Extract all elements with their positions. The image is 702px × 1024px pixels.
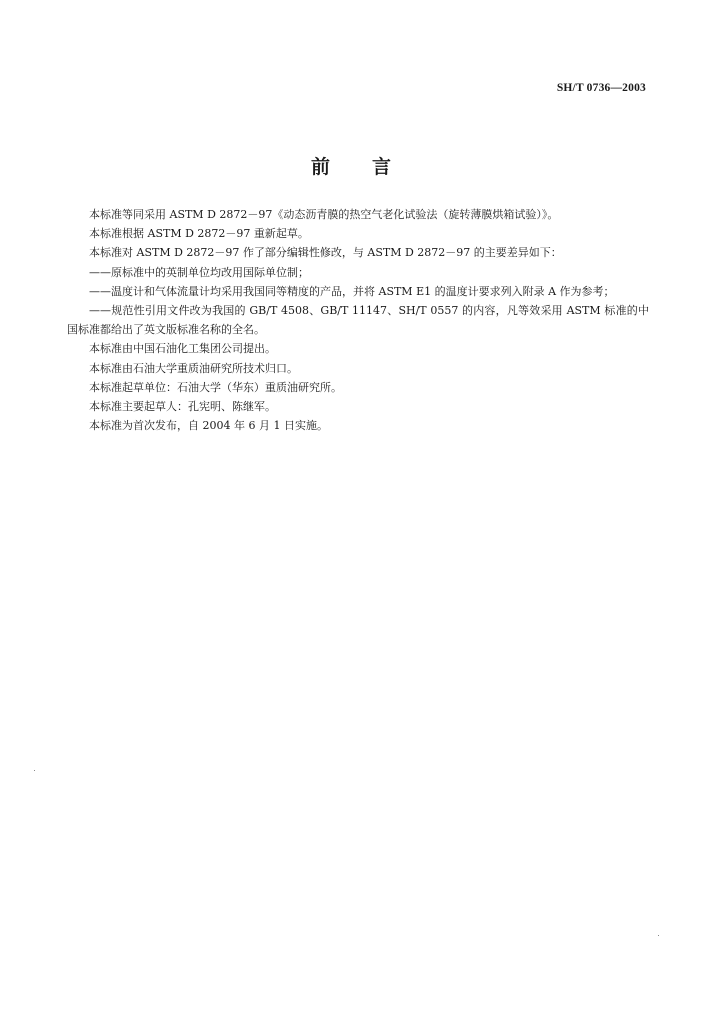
paragraph-modifications: 本标准对 ASTM D 2872－97 作了部分编辑性修改，与 ASTM D 2872－97 的主要差异如下： — [89, 246, 562, 260]
paragraph-publication: 本标准为首次发布，自 2004 年 6 月 1 日实施。 — [89, 419, 328, 433]
paragraph-drafters: 本标准主要起草人：孔宪明、陈继军。 — [89, 400, 276, 414]
list-item: ——规范性引用文件改为我国的 GB/T 4508、GB/T 11147、SH/T 0557 的内容，凡等效采用 ASTM 标准的中国标准都给出了英文版标准名称的全名。 — [67, 304, 649, 337]
page-title: 前言 — [310, 156, 433, 178]
foreword-body — [67, 205, 649, 435]
scan-speck — [34, 770, 35, 771]
paragraph-adoption: 本标准等同采用 ASTM D 2872－97《动态沥青膜的热空气老化试验法（旋转薄膜烘箱试验）》。 — [89, 208, 559, 221]
scan-speck — [658, 935, 659, 936]
list-item: ——原标准中的英制单位均改用国际单位制； — [89, 265, 309, 279]
paragraph-proposer: 本标准由中国石油化工集团公司提出。 — [89, 342, 276, 356]
list-item: ——温度计和气体流量计均采用我国同等精度的产品，并将 ASTM E1 的温度计要求列入附录 A 作为参考； — [89, 284, 615, 298]
paragraph-drafting-unit: 本标准起草单位：石油大学（华东）重质油研究所。 — [89, 380, 342, 394]
standard-number: SH/T 0736—2003 — [556, 82, 646, 94]
paragraph-technical-committee: 本标准由石油大学重质油研究所技术归口。 — [89, 361, 298, 375]
paragraph-drafting-basis: 本标准根据 ASTM D 2872－97 重新起草。 — [89, 227, 309, 241]
